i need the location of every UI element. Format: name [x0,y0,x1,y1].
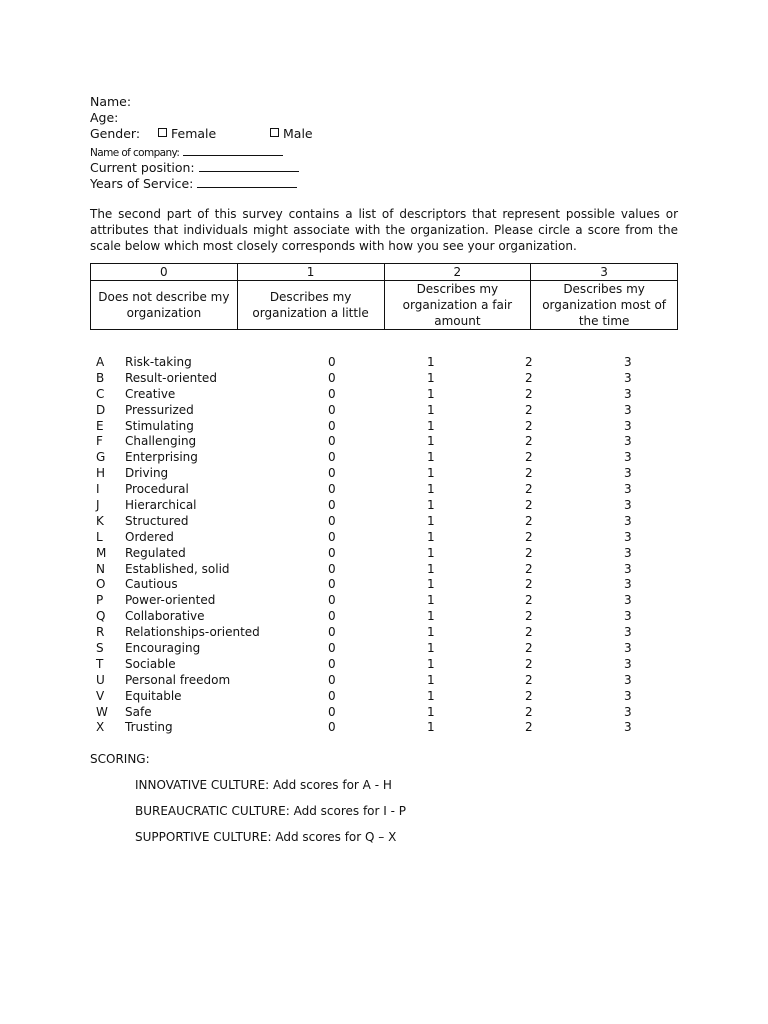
score-option-3[interactable]: 3 [624,450,632,465]
score-option-2[interactable]: 2 [525,482,533,497]
list-item [90,450,690,466]
score-option-0[interactable]: 0 [328,386,336,401]
score-option-1[interactable]: 1 [427,355,435,369]
score-option-2[interactable]: 2 [525,434,533,449]
list-item [90,577,690,593]
list-item [90,482,690,498]
score-option-2[interactable]: 2 [525,498,533,513]
item-label: Sociable [125,656,176,671]
list-item [90,641,690,657]
score-option-0[interactable]: 0 [328,482,336,497]
score-option-2[interactable]: 2 [525,672,533,687]
score-option-0[interactable]: 0 [328,418,336,433]
score-option-1[interactable]: 1 [427,720,435,735]
scale-score-1: 1 [237,264,384,281]
score-option-2[interactable]: 2 [525,402,533,417]
score-option-2[interactable]: 2 [525,561,533,576]
score-option-3[interactable]: 3 [624,688,632,703]
score-option-0[interactable]: 0 [328,688,336,703]
item-label: Trusting [125,720,173,735]
score-option-3[interactable]: 3 [624,641,632,656]
score-option-1[interactable]: 1 [427,704,435,719]
list-item [90,434,690,450]
age-field [90,110,118,126]
list-item [90,657,690,673]
score-option-3[interactable]: 3 [624,656,632,671]
item-label: Enterprising [125,450,198,465]
item-letter: W [96,704,108,719]
score-option-2[interactable]: 2 [525,656,533,671]
list-item [90,387,690,403]
male-checkbox[interactable] [270,128,279,137]
score-option-0[interactable]: 0 [328,593,336,608]
score-option-0[interactable]: 0 [328,466,336,481]
score-option-0[interactable]: 0 [328,720,336,735]
item-letter: D [96,402,106,417]
score-option-3[interactable]: 3 [624,609,632,624]
score-option-0[interactable]: 0 [328,704,336,719]
item-label: Collaborative [125,609,205,624]
score-option-2[interactable]: 2 [525,450,533,465]
list-item [90,593,690,609]
list-item [90,673,690,689]
score-option-0[interactable]: 0 [328,625,336,640]
score-option-1[interactable]: 1 [427,513,435,528]
item-label: Challenging [125,434,197,449]
score-option-2[interactable]: 2 [525,625,533,640]
score-option-2[interactable]: 2 [525,529,533,544]
item-letter: U [96,672,105,687]
scoring-innovative: INNOVATIVE CULTURE: Add scores for A - H [135,778,392,792]
list-item [90,371,690,387]
score-option-2[interactable]: 2 [525,545,533,560]
score-option-3[interactable]: 3 [624,545,632,560]
score-option-3[interactable]: 3 [624,466,632,481]
score-option-1[interactable]: 1 [427,418,435,433]
score-option-0[interactable]: 0 [328,545,336,560]
item-letter: N [96,561,105,576]
item-label: Creative [125,386,176,401]
item-label: Pressurized [125,402,194,417]
score-option-1[interactable]: 1 [427,656,435,671]
score-option-1[interactable]: 1 [427,688,435,703]
gender-label: Gender: [90,126,141,141]
score-option-2[interactable]: 2 [525,609,533,624]
score-option-2[interactable]: 2 [525,720,533,735]
list-item [90,419,690,435]
female-checkbox[interactable] [158,128,167,137]
score-option-0[interactable]: 0 [328,577,336,592]
score-option-2[interactable]: 2 [525,577,533,592]
score-option-1[interactable]: 1 [427,641,435,656]
scoring-title: SCORING: [90,752,150,766]
service-label: Years of Service: [90,176,194,191]
score-option-3[interactable]: 3 [624,625,632,640]
scale-score-2: 2 [384,264,531,281]
position-input-line[interactable] [199,159,299,172]
score-option-3[interactable]: 3 [624,529,632,544]
gender-option-male[interactable] [270,126,313,142]
score-option-1[interactable]: 1 [427,498,435,513]
item-letter: H [96,466,106,481]
item-label: Regulated [125,545,186,560]
item-label: Equitable [125,688,182,703]
score-option-1[interactable]: 1 [427,561,435,576]
list-item [90,498,690,514]
item-label: Ordered [125,529,174,544]
item-letter: A [96,355,105,369]
position-label: Current position: [90,160,195,175]
score-option-3[interactable]: 3 [624,355,632,369]
score-option-1[interactable]: 1 [427,625,435,640]
name-field [90,94,131,110]
score-option-1[interactable]: 1 [427,450,435,465]
service-input-line[interactable] [197,175,297,188]
score-option-1[interactable]: 1 [427,386,435,401]
scale-score-3: 3 [531,264,678,281]
intro-paragraph: The second part of this survey contains a list of descriptors that represent possible values or attributes that individuals might associate with the organization. Please circle a score from the scale below which most closely corresponds with how you see your organization. [90,207,678,253]
score-option-3[interactable]: 3 [624,386,632,401]
male-label: Male [283,126,313,141]
score-option-2[interactable]: 2 [525,688,533,703]
item-label: Hierarchical [125,498,197,513]
item-letter: Q [96,609,106,624]
score-option-0[interactable]: 0 [328,498,336,513]
item-letter: C [96,386,105,401]
item-letter: O [96,577,106,592]
scale-table [90,263,678,330]
item-letter: R [96,625,105,640]
score-option-0[interactable]: 0 [328,672,336,687]
descriptor-list [90,355,690,736]
score-option-0[interactable]: 0 [328,529,336,544]
item-letter: V [96,688,105,703]
list-item [90,466,690,482]
gender-field [90,126,330,142]
score-option-0[interactable]: 0 [328,641,336,656]
score-option-2[interactable]: 2 [525,386,533,401]
item-letter: P [96,593,104,608]
score-option-3[interactable]: 3 [624,577,632,592]
item-label: Structured [125,513,189,528]
score-option-0[interactable]: 0 [328,450,336,465]
score-option-2[interactable]: 2 [525,466,533,481]
list-item [90,609,690,625]
company-input-line[interactable] [183,143,283,156]
scale-score-0: 0 [91,264,238,281]
score-option-1[interactable]: 1 [427,434,435,449]
scale-description-2: Describes my organization a fair amount [384,281,531,330]
item-label: Personal freedom [125,672,231,687]
score-option-0[interactable]: 0 [328,513,336,528]
item-label: Relationships-oriented [125,625,260,640]
score-option-2[interactable]: 2 [525,704,533,719]
item-letter: T [96,656,104,671]
gender-option-female[interactable] [158,126,216,142]
item-letter: J [96,498,100,513]
score-option-2[interactable]: 2 [525,593,533,608]
item-label: Power-oriented [125,593,216,608]
item-letter: K [96,513,104,528]
score-option-3[interactable]: 3 [624,418,632,433]
item-label: Encouraging [125,641,201,656]
scale-description-1: Describes my organization a little [237,281,384,330]
item-label: Safe [125,704,152,719]
list-item [90,546,690,562]
score-option-1[interactable]: 1 [427,482,435,497]
item-label: Driving [125,466,169,481]
item-letter: F [96,434,103,449]
score-option-0[interactable]: 0 [328,561,336,576]
item-letter: G [96,450,106,465]
female-label: Female [171,126,217,141]
score-option-3[interactable]: 3 [624,402,632,417]
score-option-1[interactable]: 1 [427,370,435,385]
list-item [90,355,690,371]
item-letter: S [96,641,104,656]
score-option-1[interactable]: 1 [427,672,435,687]
item-letter: M [96,545,107,560]
scale-description-3: Describes my organization most of the time [531,281,678,330]
item-letter: I [96,482,100,497]
item-label: Risk-taking [125,355,192,369]
list-item [90,720,690,736]
score-option-3[interactable]: 3 [624,672,632,687]
scale-header-row [91,264,678,281]
score-option-2[interactable]: 2 [525,370,533,385]
score-option-3[interactable]: 3 [624,482,632,497]
score-option-3[interactable]: 3 [624,513,632,528]
position-field [90,159,299,176]
list-item [90,530,690,546]
score-option-1[interactable]: 1 [427,609,435,624]
score-option-2[interactable]: 2 [525,641,533,656]
score-option-3[interactable]: 3 [624,498,632,513]
score-option-3[interactable]: 3 [624,434,632,449]
list-item [90,689,690,705]
list-item [90,625,690,641]
score-option-1[interactable]: 1 [427,466,435,481]
score-option-0[interactable]: 0 [328,656,336,671]
score-option-1[interactable]: 1 [427,545,435,560]
score-option-1[interactable]: 1 [427,529,435,544]
item-label: Procedural [125,482,189,497]
score-option-0[interactable]: 0 [328,355,336,369]
age-label: Age: [90,110,119,125]
scale-description-0: Does not describe my organization [91,281,238,330]
item-label: Stimulating [125,418,194,433]
score-option-0[interactable]: 0 [328,609,336,624]
score-option-2[interactable]: 2 [525,418,533,433]
scoring-supportive: SUPPORTIVE CULTURE: Add scores for Q – X [135,830,397,844]
score-option-1[interactable]: 1 [427,593,435,608]
company-label: Name of company: [90,147,180,159]
scale-description-row [91,281,678,330]
score-option-3[interactable]: 3 [624,370,632,385]
list-item [90,562,690,578]
score-option-3[interactable]: 3 [624,704,632,719]
score-option-3[interactable]: 3 [624,593,632,608]
score-option-0[interactable]: 0 [328,370,336,385]
name-label: Name: [90,94,132,109]
score-option-3[interactable]: 3 [624,720,632,735]
item-label: Result-oriented [125,370,217,385]
score-option-2[interactable]: 2 [525,355,533,369]
list-item [90,403,690,419]
service-field [90,175,297,192]
item-letter: X [96,720,105,735]
list-item [90,705,690,721]
score-option-1[interactable]: 1 [427,402,435,417]
score-option-3[interactable]: 3 [624,561,632,576]
item-label: Cautious [125,577,178,592]
score-option-0[interactable]: 0 [328,434,336,449]
item-letter: B [96,370,105,385]
item-letter: L [96,529,103,544]
score-option-0[interactable]: 0 [328,402,336,417]
score-option-2[interactable]: 2 [525,513,533,528]
item-letter: E [96,418,104,433]
score-option-1[interactable]: 1 [427,577,435,592]
item-label: Established, solid [125,561,230,576]
scoring-bureaucratic: BUREAUCRATIC CULTURE: Add scores for I - P [135,804,406,818]
list-item [90,514,690,530]
